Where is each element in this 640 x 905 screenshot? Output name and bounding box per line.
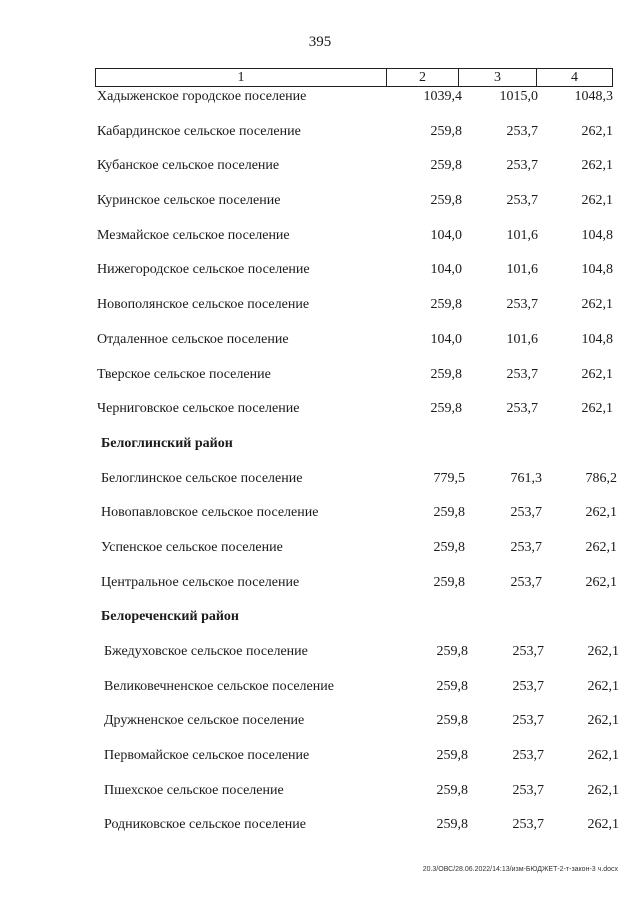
value-col-3: 253,7 — [512, 713, 544, 729]
value-col-4: 262,1 — [581, 297, 613, 313]
value-col-2: 259,8 — [430, 193, 462, 209]
value-col-4: 262,1 — [581, 123, 613, 139]
value-col-2: 779,5 — [433, 470, 465, 486]
settlement-name: Успенское сельское поселение — [101, 539, 283, 555]
value-col-3: 253,7 — [512, 644, 544, 659]
value-col-4: 262,1 — [581, 366, 613, 382]
settlement-name: Нижегородское сельское поселение — [97, 262, 310, 278]
value-col-4: 262,1 — [587, 782, 619, 798]
settlement-name: Отдаленное сельское поселение — [97, 331, 289, 347]
value-col-2: 259,8 — [430, 366, 462, 382]
value-col-3: 253,7 — [506, 297, 538, 313]
table-row — [0, 469, 640, 504]
value-col-4: 104,8 — [581, 227, 613, 243]
value-col-4: 262,1 — [585, 574, 617, 590]
settlement-name: Тверское сельское поселение — [97, 366, 271, 382]
value-col-4: 262,1 — [587, 748, 619, 764]
value-col-2: 259,8 — [430, 297, 462, 313]
header-col-2: 2 — [387, 69, 459, 87]
settlement-name: Родниковское сельское поселение — [104, 817, 306, 833]
value-col-2: 259,8 — [436, 678, 468, 694]
table-row — [0, 191, 640, 226]
table-row — [0, 677, 640, 712]
value-col-2: 259,8 — [430, 123, 462, 139]
settlement-list — [0, 87, 640, 850]
settlement-name: Центральное сельское поселение — [101, 574, 300, 590]
table-row — [0, 711, 640, 746]
value-col-3: 253,7 — [506, 366, 538, 382]
value-col-2: 104,0 — [430, 227, 462, 243]
value-col-4: 262,1 — [587, 817, 619, 833]
table-row — [0, 746, 640, 781]
value-col-2: 259,8 — [433, 539, 465, 555]
table-row — [0, 365, 640, 400]
value-col-3: 761,3 — [510, 470, 542, 486]
value-col-3: 253,7 — [510, 539, 542, 555]
header-col-4: 4 — [537, 69, 613, 87]
value-col-2: 259,8 — [436, 713, 468, 729]
value-col-4: 104,8 — [581, 331, 613, 347]
table-row — [0, 503, 640, 538]
district-heading: Белореченский район — [101, 609, 239, 625]
header-row — [96, 69, 613, 87]
value-col-3: 253,7 — [512, 678, 544, 694]
value-col-4: 104,8 — [581, 262, 613, 278]
table-row — [0, 122, 640, 157]
settlement-name: Новопавловское сельское поселение — [101, 505, 319, 521]
value-col-4: 262,1 — [585, 539, 617, 555]
section-heading-row — [0, 434, 640, 469]
settlement-name: Великовечненское сельское поселение — [104, 678, 334, 694]
header-col-1: 1 — [96, 69, 387, 87]
document-footer: 20.3/ОВС/28.06.2022/14:13/изм-БЮДЖЕТ-2-т-закон-3 ч.docx — [422, 866, 618, 873]
settlement-name: Хадыженское городское поселение — [97, 89, 307, 104]
settlement-name: Бжедуховское сельское поселение — [104, 644, 308, 659]
district-heading: Белоглинский район — [101, 435, 233, 451]
table-row — [0, 87, 640, 122]
page-number: 395 — [308, 34, 332, 50]
table-row — [0, 642, 640, 677]
value-col-3: 253,7 — [510, 505, 542, 521]
value-col-2: 259,8 — [436, 782, 468, 798]
value-col-4: 262,1 — [587, 678, 619, 694]
table-row — [0, 295, 640, 330]
settlement-name: Куринское сельское поселение — [97, 193, 281, 209]
value-col-2: 259,8 — [430, 401, 462, 417]
value-col-4: 262,1 — [581, 193, 613, 209]
table-row — [0, 573, 640, 608]
value-col-2: 104,0 — [430, 331, 462, 347]
table-row — [0, 538, 640, 573]
settlement-name: Мезмайское сельское поселение — [97, 227, 290, 243]
value-col-4: 262,1 — [587, 644, 619, 659]
value-col-4: 1048,3 — [574, 89, 613, 104]
value-col-2: 104,0 — [430, 262, 462, 278]
table-row — [0, 260, 640, 295]
value-col-3: 253,7 — [506, 193, 538, 209]
value-col-2: 259,8 — [430, 158, 462, 174]
value-col-2: 259,8 — [436, 817, 468, 833]
value-col-3: 101,6 — [506, 331, 538, 347]
settlement-name: Черниговское сельское поселение — [97, 401, 300, 417]
value-col-3: 101,6 — [506, 262, 538, 278]
value-col-3: 253,7 — [506, 158, 538, 174]
value-col-3: 253,7 — [512, 817, 544, 833]
section-heading-row — [0, 607, 640, 642]
table-row — [0, 815, 640, 850]
value-col-2: 259,8 — [436, 644, 468, 659]
value-col-3: 253,7 — [512, 748, 544, 764]
settlement-name: Дружненское сельское поселение — [104, 713, 305, 729]
value-col-3: 101,6 — [506, 227, 538, 243]
table-row — [0, 781, 640, 816]
table-row — [0, 156, 640, 191]
value-col-4: 262,1 — [581, 158, 613, 174]
value-col-2: 259,8 — [433, 574, 465, 590]
table-row — [0, 399, 640, 434]
value-col-2: 1039,4 — [423, 89, 462, 104]
settlement-name: Белоглинское сельское поселение — [101, 470, 303, 486]
table-row — [0, 226, 640, 261]
value-col-4: 262,1 — [587, 713, 619, 729]
table-row — [0, 330, 640, 365]
value-col-2: 259,8 — [433, 505, 465, 521]
settlement-name: Первомайское сельское поселение — [104, 748, 310, 764]
value-col-3: 253,7 — [512, 782, 544, 798]
value-col-3: 253,7 — [510, 574, 542, 590]
settlement-name: Кабардинское сельское поселение — [97, 123, 301, 139]
value-col-2: 259,8 — [436, 748, 468, 764]
header-col-3: 3 — [459, 69, 537, 87]
value-col-4: 786,2 — [585, 470, 617, 486]
settlement-name: Пшехское сельское поселение — [104, 782, 284, 798]
value-col-4: 262,1 — [585, 505, 617, 521]
column-header-table — [95, 68, 613, 87]
value-col-3: 1015,0 — [499, 89, 538, 104]
value-col-3: 253,7 — [506, 401, 538, 417]
settlement-name: Кубанское сельское поселение — [97, 158, 280, 174]
value-col-4: 262,1 — [581, 401, 613, 417]
value-col-3: 253,7 — [506, 123, 538, 139]
settlement-name: Новополянское сельское поселение — [97, 297, 310, 313]
